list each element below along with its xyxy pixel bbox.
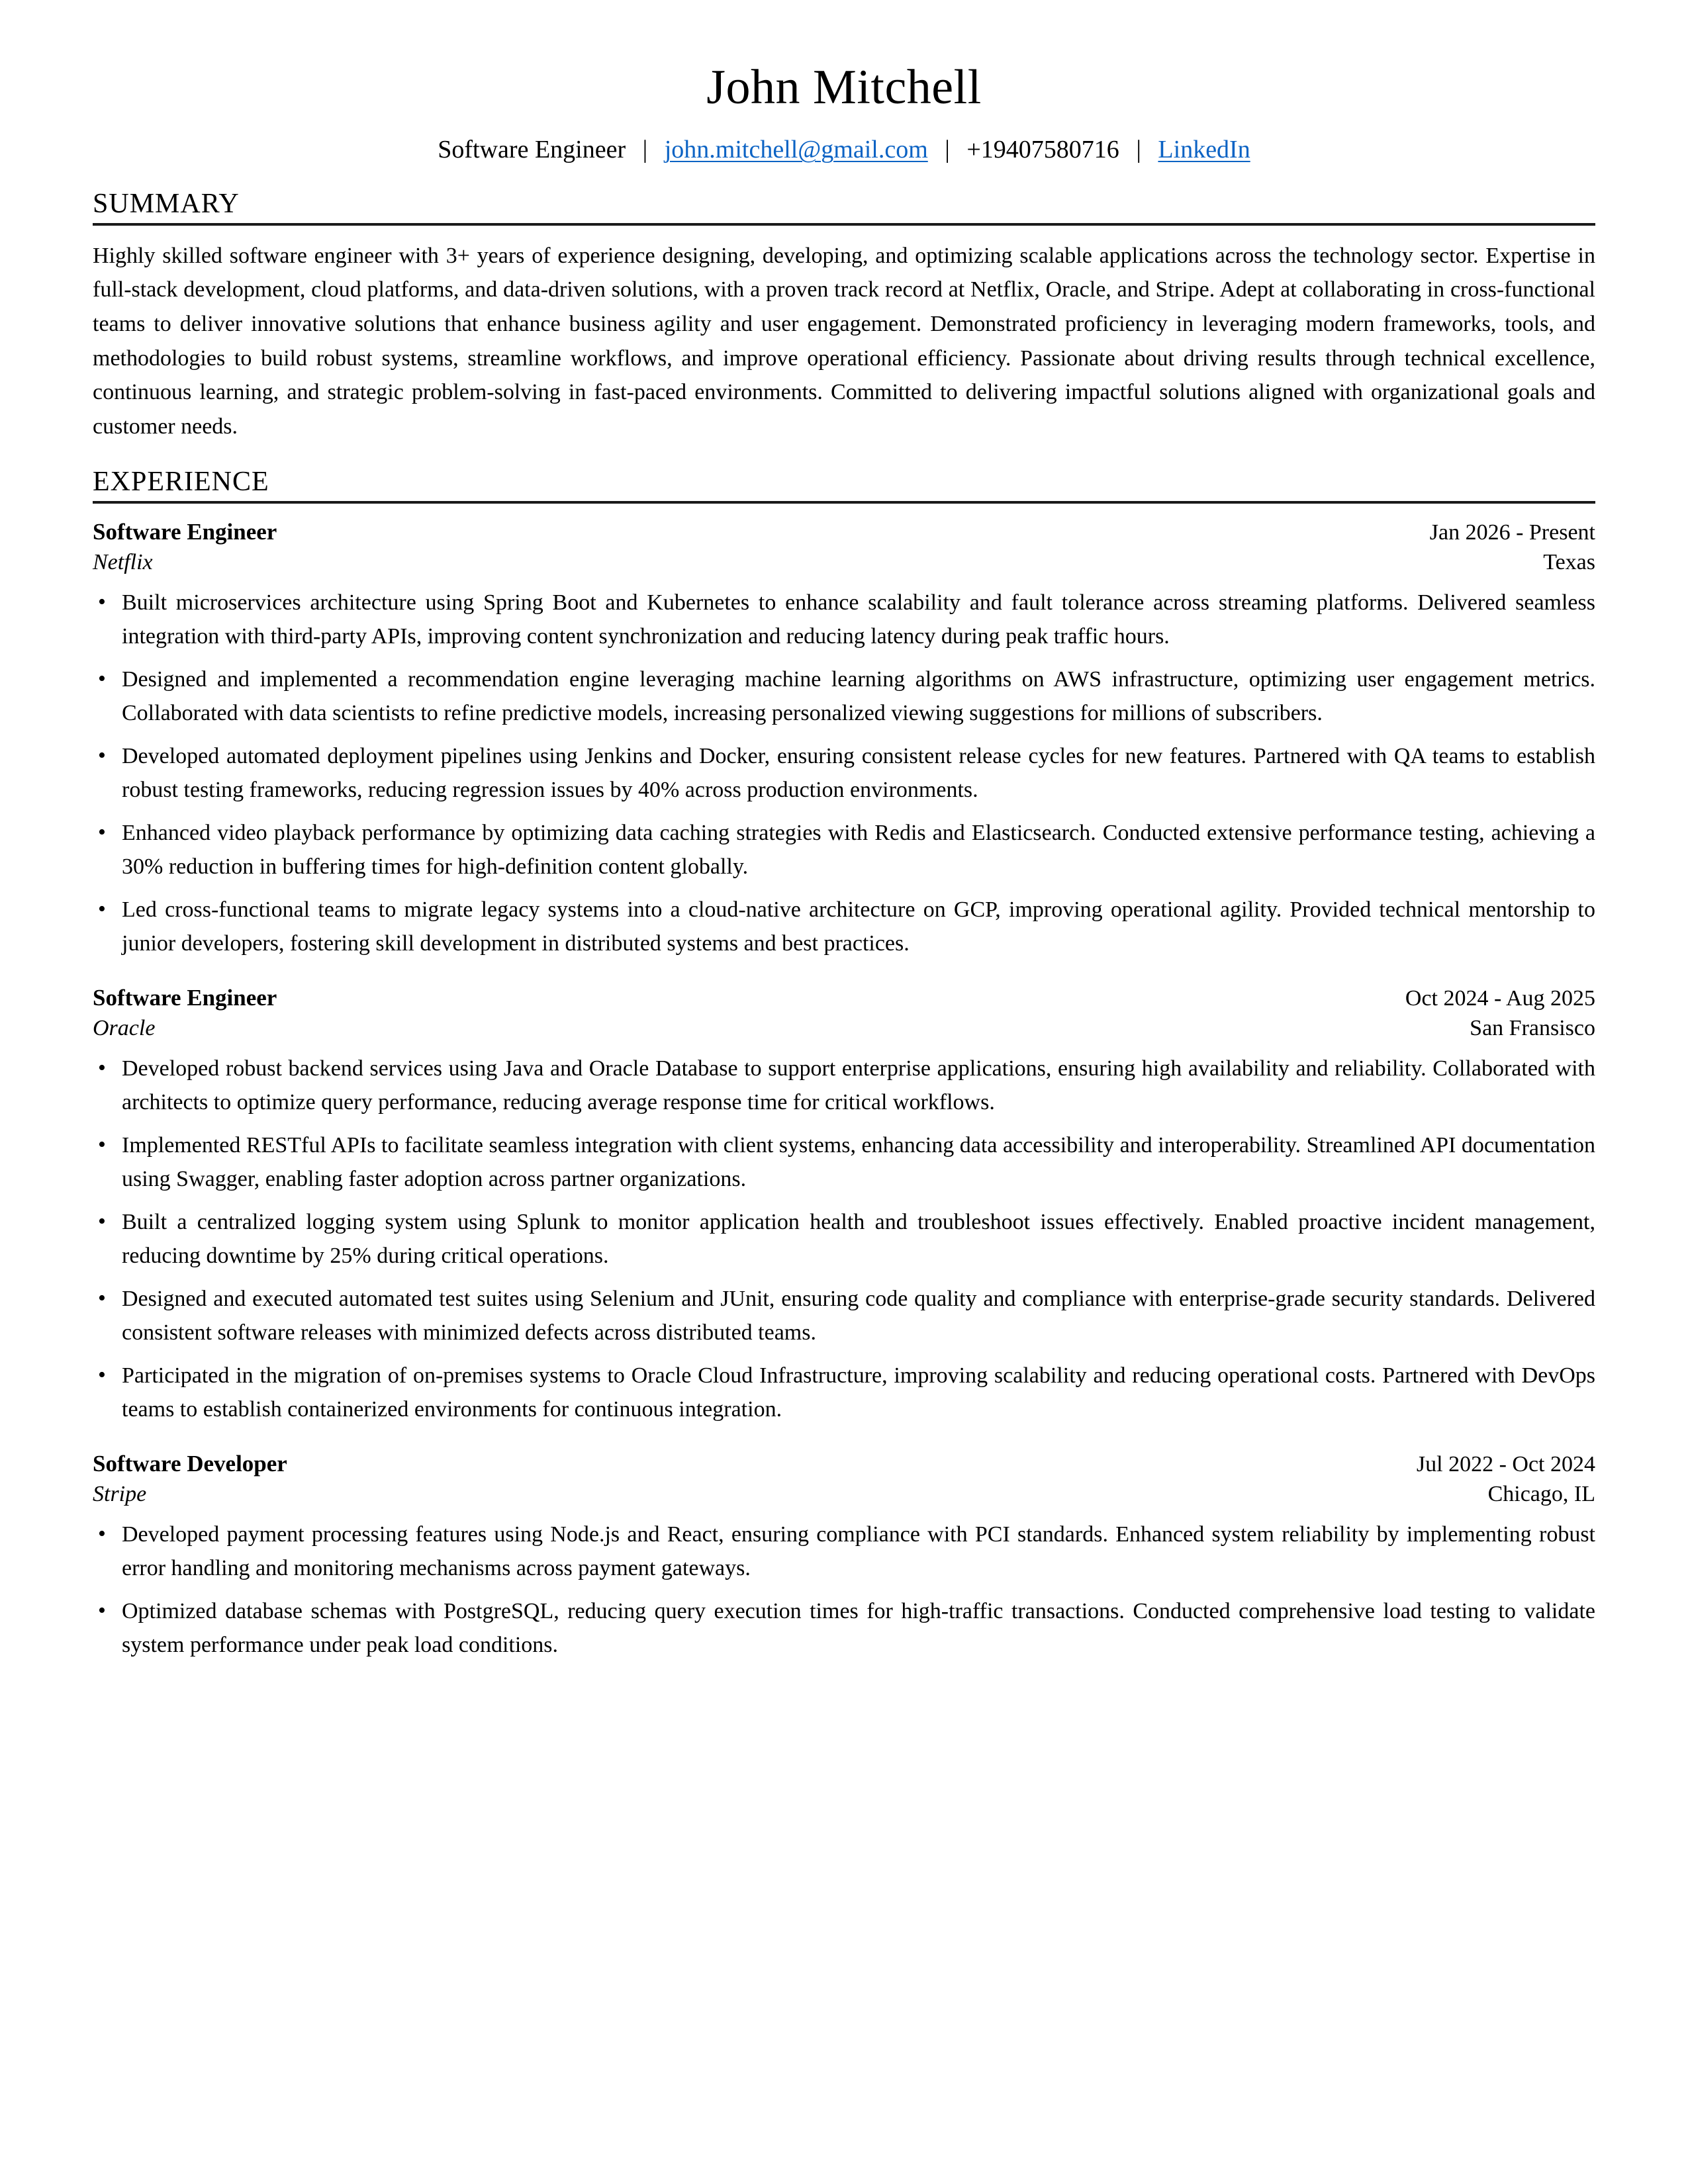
job-location: Texas: [1543, 550, 1595, 575]
resume-header: [93, 60, 1595, 166]
summary-heading: SUMMARY: [93, 188, 240, 219]
job-company: Oracle: [93, 1016, 156, 1041]
job-location: San Fransisco: [1470, 1016, 1595, 1041]
job-dates: Jul 2022 - Oct 2024: [1416, 1452, 1595, 1477]
contact-separator: |: [945, 136, 950, 163]
job-bullet: • Designed and implemented a recommendation engine leveraging machine learning algorithms on AWS infrastructure, optimizing user engagement metrics. Collaborated with data scientists to refine predictive models, increasing personalized viewing suggestions for millions of subscribers.: [93, 662, 1595, 730]
job-company-row: [93, 1013, 1595, 1044]
job-dates: Jan 2026 - Present: [1429, 520, 1595, 545]
phone-number: +19407580716: [966, 136, 1119, 163]
job-title: Software Engineer: [93, 984, 277, 1011]
job-bullet: • Implemented RESTful APIs to facilitate seamless integration with client systems, enhancing data accessibility and interoperability. Streamlined API documentation using Swagger, enabling faster adoption across partner organizations.: [93, 1128, 1595, 1196]
job-bullet: • Participated in the migration of on-premises systems to Oracle Cloud Infrastructure, improving scalability and reducing operational costs. Partnered with DevOps teams to establish containerized environments for continuous integration.: [93, 1359, 1595, 1426]
job-bullet: • Developed payment processing features using Node.js and React, ensuring compliance with PCI standards. Enhanced system reliability by implementing robust error handling and monitoring mechanisms across payment gateways.: [93, 1518, 1595, 1585]
job-bullet: • Optimized database schemas with PostgreSQL, reducing query execution times for high-traffic transactions. Conducted comprehensive load testing to validate system performance under peak load conditions.: [93, 1594, 1595, 1662]
job-title-row: [93, 1449, 1595, 1479]
email-link[interactable]: john.mitchell@gmail.com: [664, 136, 928, 163]
summary-text: Highly skilled software engineer with 3+ years of experience designing, developing, and optimizing scalable applications across the technology sector. Expertise in full-stack development, cloud platforms, and data-driven solutions, with a proven track record at Netflix, Oracle, and Stripe. Adept at collaborating in cross-functional teams to deliver innovative solutions that enhance business agility and user engagement. Demonstrated proficiency in leveraging modern frameworks, tools, and methodologies to build robust systems, streamline workflows, and improve operational efficiency. Passionate about driving results through technical excellence, continuous learning, and strategic problem-solving in fast-paced environments. Committed to delivering impactful solutions aligned with organizational goals and customer needs.: [93, 243, 1595, 439]
job-company-row: [93, 1479, 1595, 1510]
candidate-job-title: Software Engineer: [438, 136, 626, 163]
job-bullet: • Enhanced video playback performance by optimizing data caching strategies with Redis and Elasticsearch. Conducted extensive performance testing, achieving a 30% reduction in buffering times for high-definition content globally.: [93, 816, 1595, 884]
linkedin-link[interactable]: LinkedIn: [1158, 136, 1250, 163]
job-bullet-list: [93, 1518, 1595, 1662]
job-bullet: • Built a centralized logging system using Splunk to monitor application health and troubleshoot issues effectively. Enabled proactive incident management, reducing downtime by 25% during critical operations.: [93, 1205, 1595, 1273]
experience-section: [93, 467, 1595, 1662]
experience-list: [93, 517, 1595, 1662]
job-bullet-list: [93, 586, 1595, 960]
job-title: Software Developer: [93, 1451, 287, 1477]
job-company: Netflix: [93, 550, 153, 575]
job-bullet: • Built microservices architecture using Spring Boot and Kubernetes to enhance scalability and fault tolerance across streaming platforms. Delivered seamless integration with third-party APIs, improving content synchronization and reducing latency during peak traffic hours.: [93, 586, 1595, 653]
experience-entry: [93, 983, 1595, 1426]
job-title: Software Engineer: [93, 518, 277, 545]
section-divider: [93, 223, 1595, 226]
contact-line: [93, 134, 1595, 166]
job-title-row: [93, 983, 1595, 1013]
contact-separator: |: [642, 136, 648, 163]
job-location: Chicago, IL: [1487, 1482, 1595, 1507]
job-bullet-list: [93, 1052, 1595, 1426]
job-bullet: • Developed robust backend services using Java and Oracle Database to support enterprise applications, ensuring high availability and reliability. Collaborated with architects to optimize query performance, reducing average response time for critical workflows.: [93, 1052, 1595, 1119]
job-bullet: • Designed and executed automated test suites using Selenium and JUnit, ensuring code quality and compliance with enterprise-grade security standards. Delivered consistent software releases with minimized defects across distributed teams.: [93, 1282, 1595, 1349]
experience-entry: [93, 1449, 1595, 1662]
section-divider: [93, 501, 1595, 504]
job-dates: Oct 2024 - Aug 2025: [1405, 985, 1595, 1011]
candidate-name: John Mitchell: [706, 60, 982, 114]
job-company: Stripe: [93, 1482, 147, 1507]
job-title-row: [93, 517, 1595, 547]
job-company-row: [93, 547, 1595, 578]
summary-section: [93, 189, 1595, 444]
job-bullet: • Led cross-functional teams to migrate legacy systems into a cloud-native architecture on GCP, improving operational agility. Provided technical mentorship to junior developers, fostering skill development in distributed systems and best practices.: [93, 893, 1595, 960]
contact-separator: |: [1136, 136, 1141, 163]
experience-heading: EXPERIENCE: [93, 466, 269, 497]
experience-entry: [93, 517, 1595, 960]
job-bullet: • Developed automated deployment pipelines using Jenkins and Docker, ensuring consistent release cycles for new features. Partnered with QA teams to establish robust testing frameworks, reducing regression issues by 40% across production environments.: [93, 739, 1595, 807]
